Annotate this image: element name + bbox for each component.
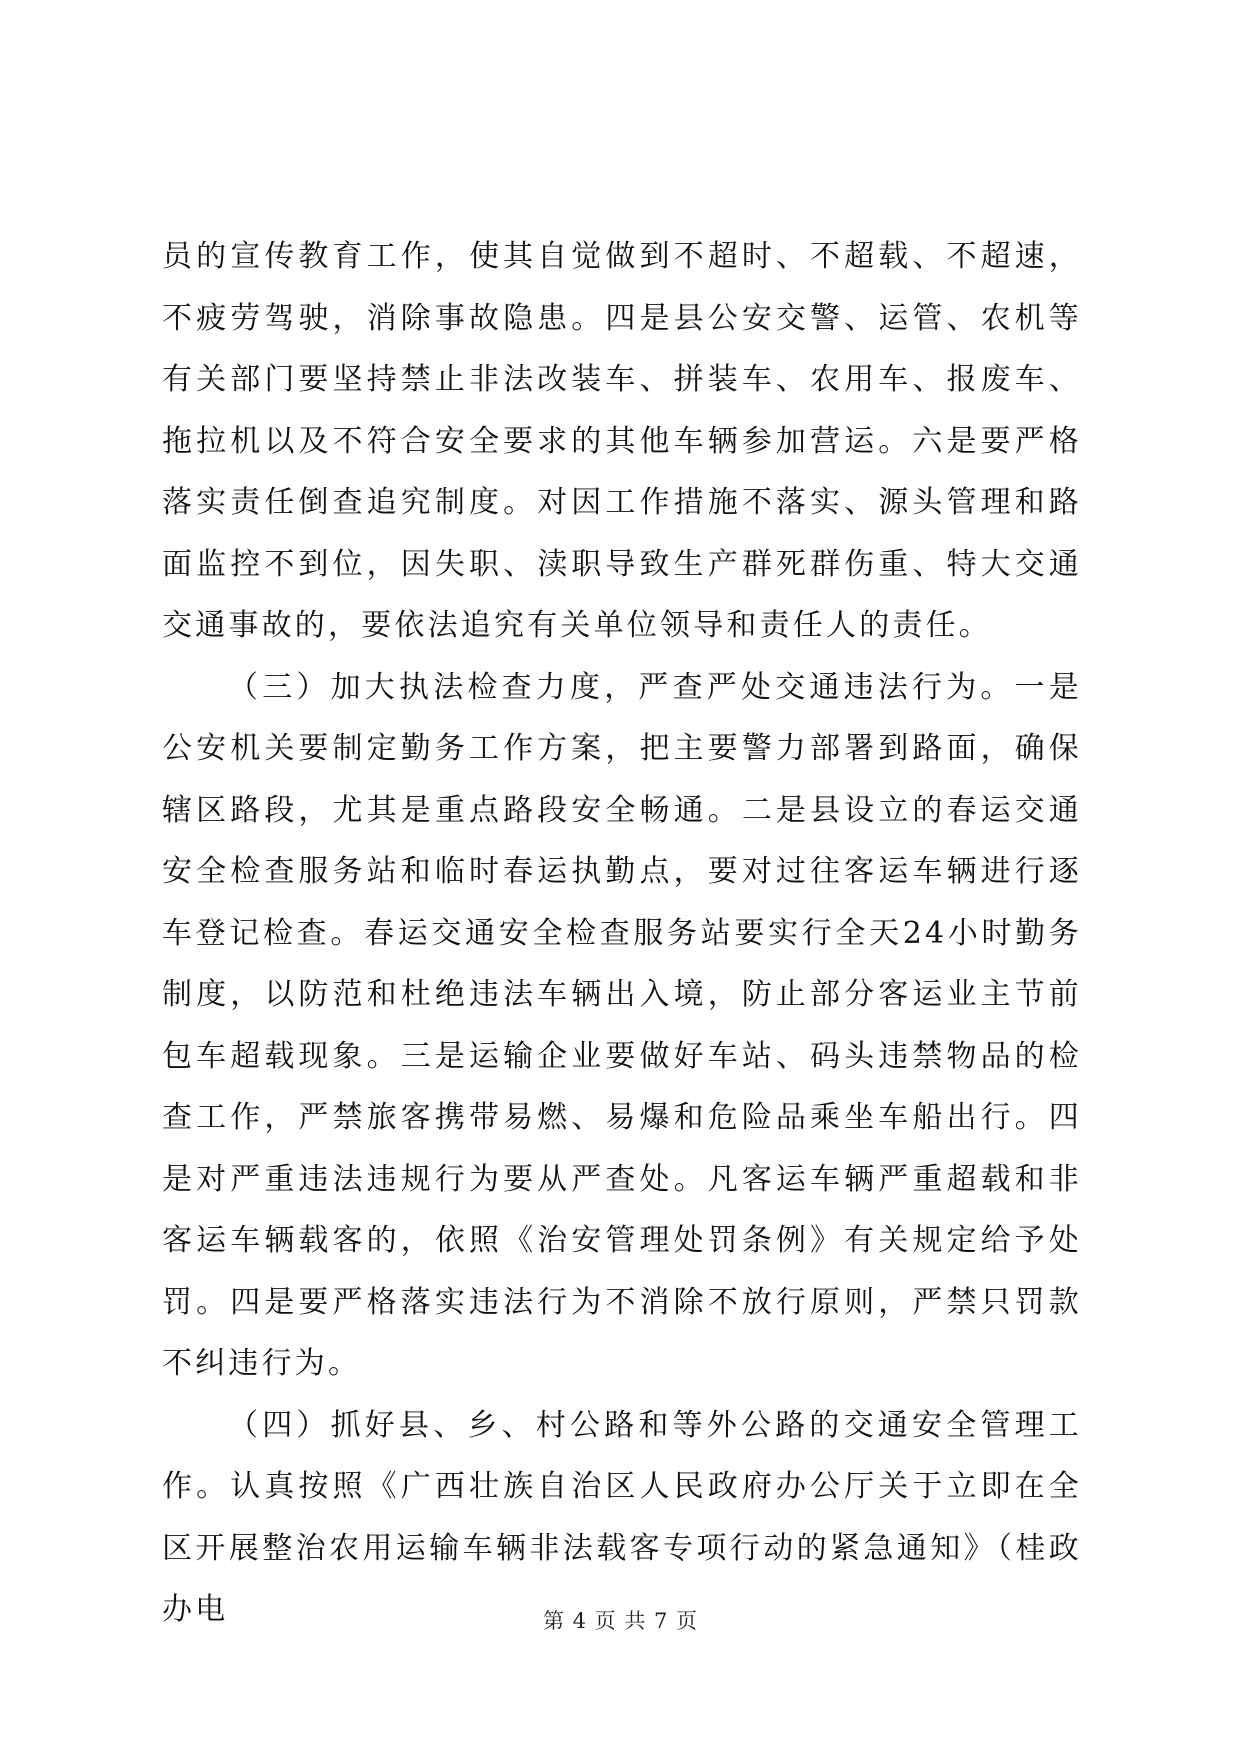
paragraph-section-3: （三）加大执法检查力度，严查严处交通违法行为。一是公安机关要制定勤务工作方案，把主要警力部署到路面，确保辖区路段，尤其是重点路段安全畅通。二是县设立的春运交通安全检查服务站和临时春运执勤点，要对过往客运车辆进行逐车登记检查。春运交通安全检查服务站要实行全天24小时勤务制度，以防范和杜绝违法车辆出入境，防止部分客运业主节前包车超载现象。三是运输企业要做好车站、码头违禁物品的检查工作，严禁旅客携带易燃、易爆和危险品乘坐车船出行。四是对严重违法违规行为要从严查处。凡客运车辆严重超载和非客运车辆载客的，依照《治安管理处罚条例》有关规定给予处罚。四是要严格落实违法行为不消除不放行原则，严禁只罚款不纠违行为。 [162,669,1082,1381]
document-body [162,226,1082,1641]
paragraph-section-4: （四）抓好县、乡、村公路和等外公路的交通安全管理工作。认真按照《广西壮族自治区人民政府办公厅关于立即在全区开展整治农用运输车辆非法载客专项行动的紧急通知》（桂政办电 [162,1407,1082,1627]
page-footer: 第 4 页 共 7 页 [542,1609,699,1633]
paragraph-continued: 员的宣传教育工作，使其自觉做到不超时、不超载、不超速，不疲劳驾驶，消除事故隐患。四是县公安交警、运管、农机等有关部门要坚持禁止非法改装车、拼装车、农用车、报废车、拖拉机以及不符合安全要求的其他车辆参加营运。六是要严格落实责任倒查追究制度。对因工作措施不落实、源头管理和路面监控不到位，因失职、渎职导致生产群死群伤重、特大交通交通事故的，要依法追究有关单位领导和责任人的责任。 [162,239,1082,643]
